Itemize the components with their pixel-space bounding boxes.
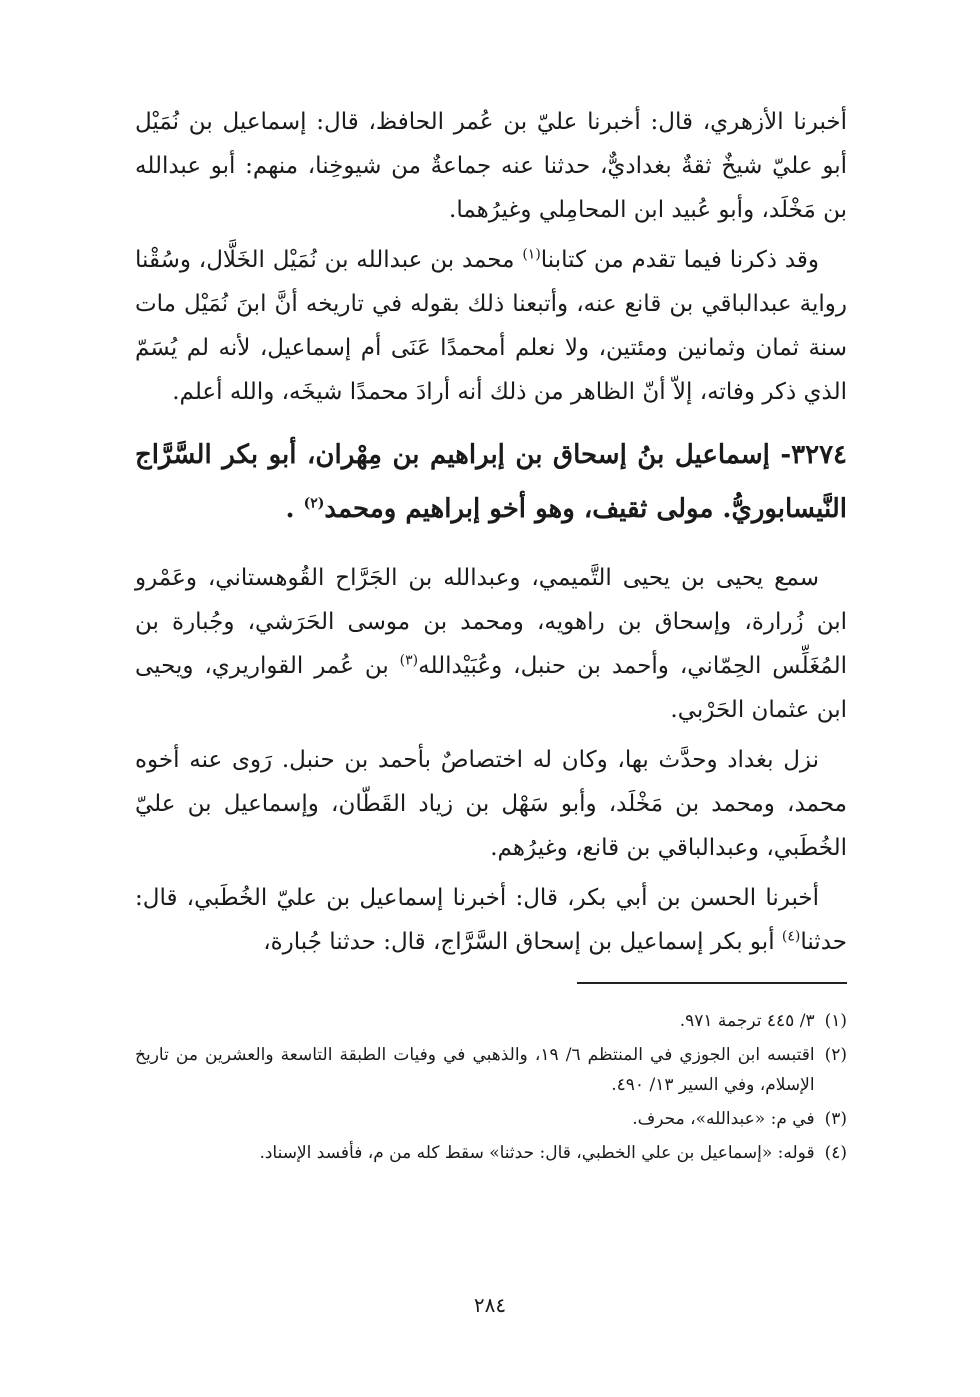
footnote-ref-2: (٢): [303, 495, 325, 512]
paragraph-5-part-1: أخبرنا الحسن بن أبي بكر، قال: أخبرنا إسماعيل بن عليّ الخُطَبي، قال: حدثنا: [135, 885, 847, 955]
paragraph-4: نزل بغداد وحدَّث بها، وكان له اختصاصٌ بأحمد بن حنبل. رَوى عنه أخوه محمد، ومحمد بن مَخْلَد، وأبو سَهْل بن زياد القَطّان، وإسماعيل بن عليّ الخُطَبي، وعبدالباقي بن قانع، وغيرُهم.: [135, 747, 847, 861]
entry-title: ٣٢٧٤- إسماعيل بنُ إسحاق بن إبراهيم بن مِهْران، أبو بكر السَّرَّاج النَّيسابوريُّ. مولى ثقيف، وهو أخو إبراهيم ومحمد: [135, 440, 847, 524]
page-number: ٢٨٤: [473, 1293, 507, 1317]
page-body: [135, 100, 847, 1172]
footnote-number: (٢): [824, 1045, 847, 1065]
footnote-number: (١): [824, 1011, 847, 1031]
footnote-3: [135, 1104, 847, 1134]
footnote-4: [135, 1138, 847, 1168]
footnote-2: [135, 1040, 847, 1100]
footnote-text: اقتبسه ابن الجوزي في المنتظم ٦/ ١٩، والذهبي في وفيات الطبقة التاسعة والعشرين من تاريخ الإسلام، وفي السير ١٣/ ٤٩٠.: [135, 1045, 815, 1095]
paragraph-3-part-2: بن عُمر القواريري، ويحيى ابن عثمان الحَرْبي.: [135, 653, 847, 723]
footnote-separator: [577, 982, 847, 984]
paragraph-2-part-1: وقد ذكرنا فيما تقدم من كتابنا: [540, 247, 820, 273]
footnote-ref-4: (٤): [781, 928, 801, 945]
footnote-text: ٣/ ٤٤٥ ترجمة ٩٧١.: [679, 1011, 815, 1031]
footnote-1: [135, 1006, 847, 1036]
paragraph-3-part-1: سمع يحيى بن يحيى التَّميمي، وعبدالله بن الجَرَّاح القُوهستاني، وعَمْرو ابن زُرارة، وإسحاق بن راهويه، ومحمد بن موسى الحَرَشي، وجُبارة بن المُغَلِّس الحِمّاني، وأحمد بن حنبل، وعُبَيْدالله: [135, 565, 848, 679]
entry-heading: [135, 428, 847, 536]
footnotes: [135, 1006, 847, 1168]
entry-title-end: .: [285, 494, 304, 524]
footnote-text: في م: «عبدالله»، محرف.: [632, 1109, 815, 1129]
paragraph-2: [135, 238, 847, 414]
footnote-ref-3: (٣): [399, 652, 419, 669]
footnote-number: (٣): [824, 1109, 847, 1129]
paragraph-5: [135, 876, 847, 964]
paragraph-1: أخبرنا الأزهري، قال: أخبرنا عليّ بن عُمر الحافظ، قال: إسماعيل بن نُمَيْل أبو عليّ شيخٌ ثقةٌ بغداديٌّ، حدثنا عنه جماعةٌ من شيوخِنا، منهم: أبو عبدالله بن مَخْلَد، وأبو عُبيد ابن المحامِلي وغيرُهما.: [135, 109, 847, 223]
paragraph-5-part-2: أبو بكر إسماعيل بن إسحاق السَّرَّاج، قال: حدثنا جُبارة،: [263, 929, 782, 955]
footnote-text: قوله: «إسماعيل بن علي الخطبي، قال: حدثنا» سقط كله من م، فأفسد الإسناد.: [259, 1143, 815, 1163]
footnote-ref-1: (١): [522, 246, 541, 263]
paragraph-3: [135, 556, 847, 732]
footnote-number: (٤): [824, 1143, 847, 1163]
paragraph-2-part-2: محمد بن عبدالله بن نُمَيْل الخَلَّال، وسُقْنا رواية عبدالباقي بن قانع عنه، وأتبعنا ذلك بقوله في تاريخه أنَّ ابنَ نُمَيْل مات سنة ثمان وثمانين ومئتين، ولا نعلم أمحمدًا عَنَى أم إسماعيل، لأنه لم يُسَمّ الذي ذكر وفاته، إلاّ أنّ الظاهر من ذلك أنه أرادَ محمدًا شيخَه، والله أعلم.: [135, 247, 847, 405]
